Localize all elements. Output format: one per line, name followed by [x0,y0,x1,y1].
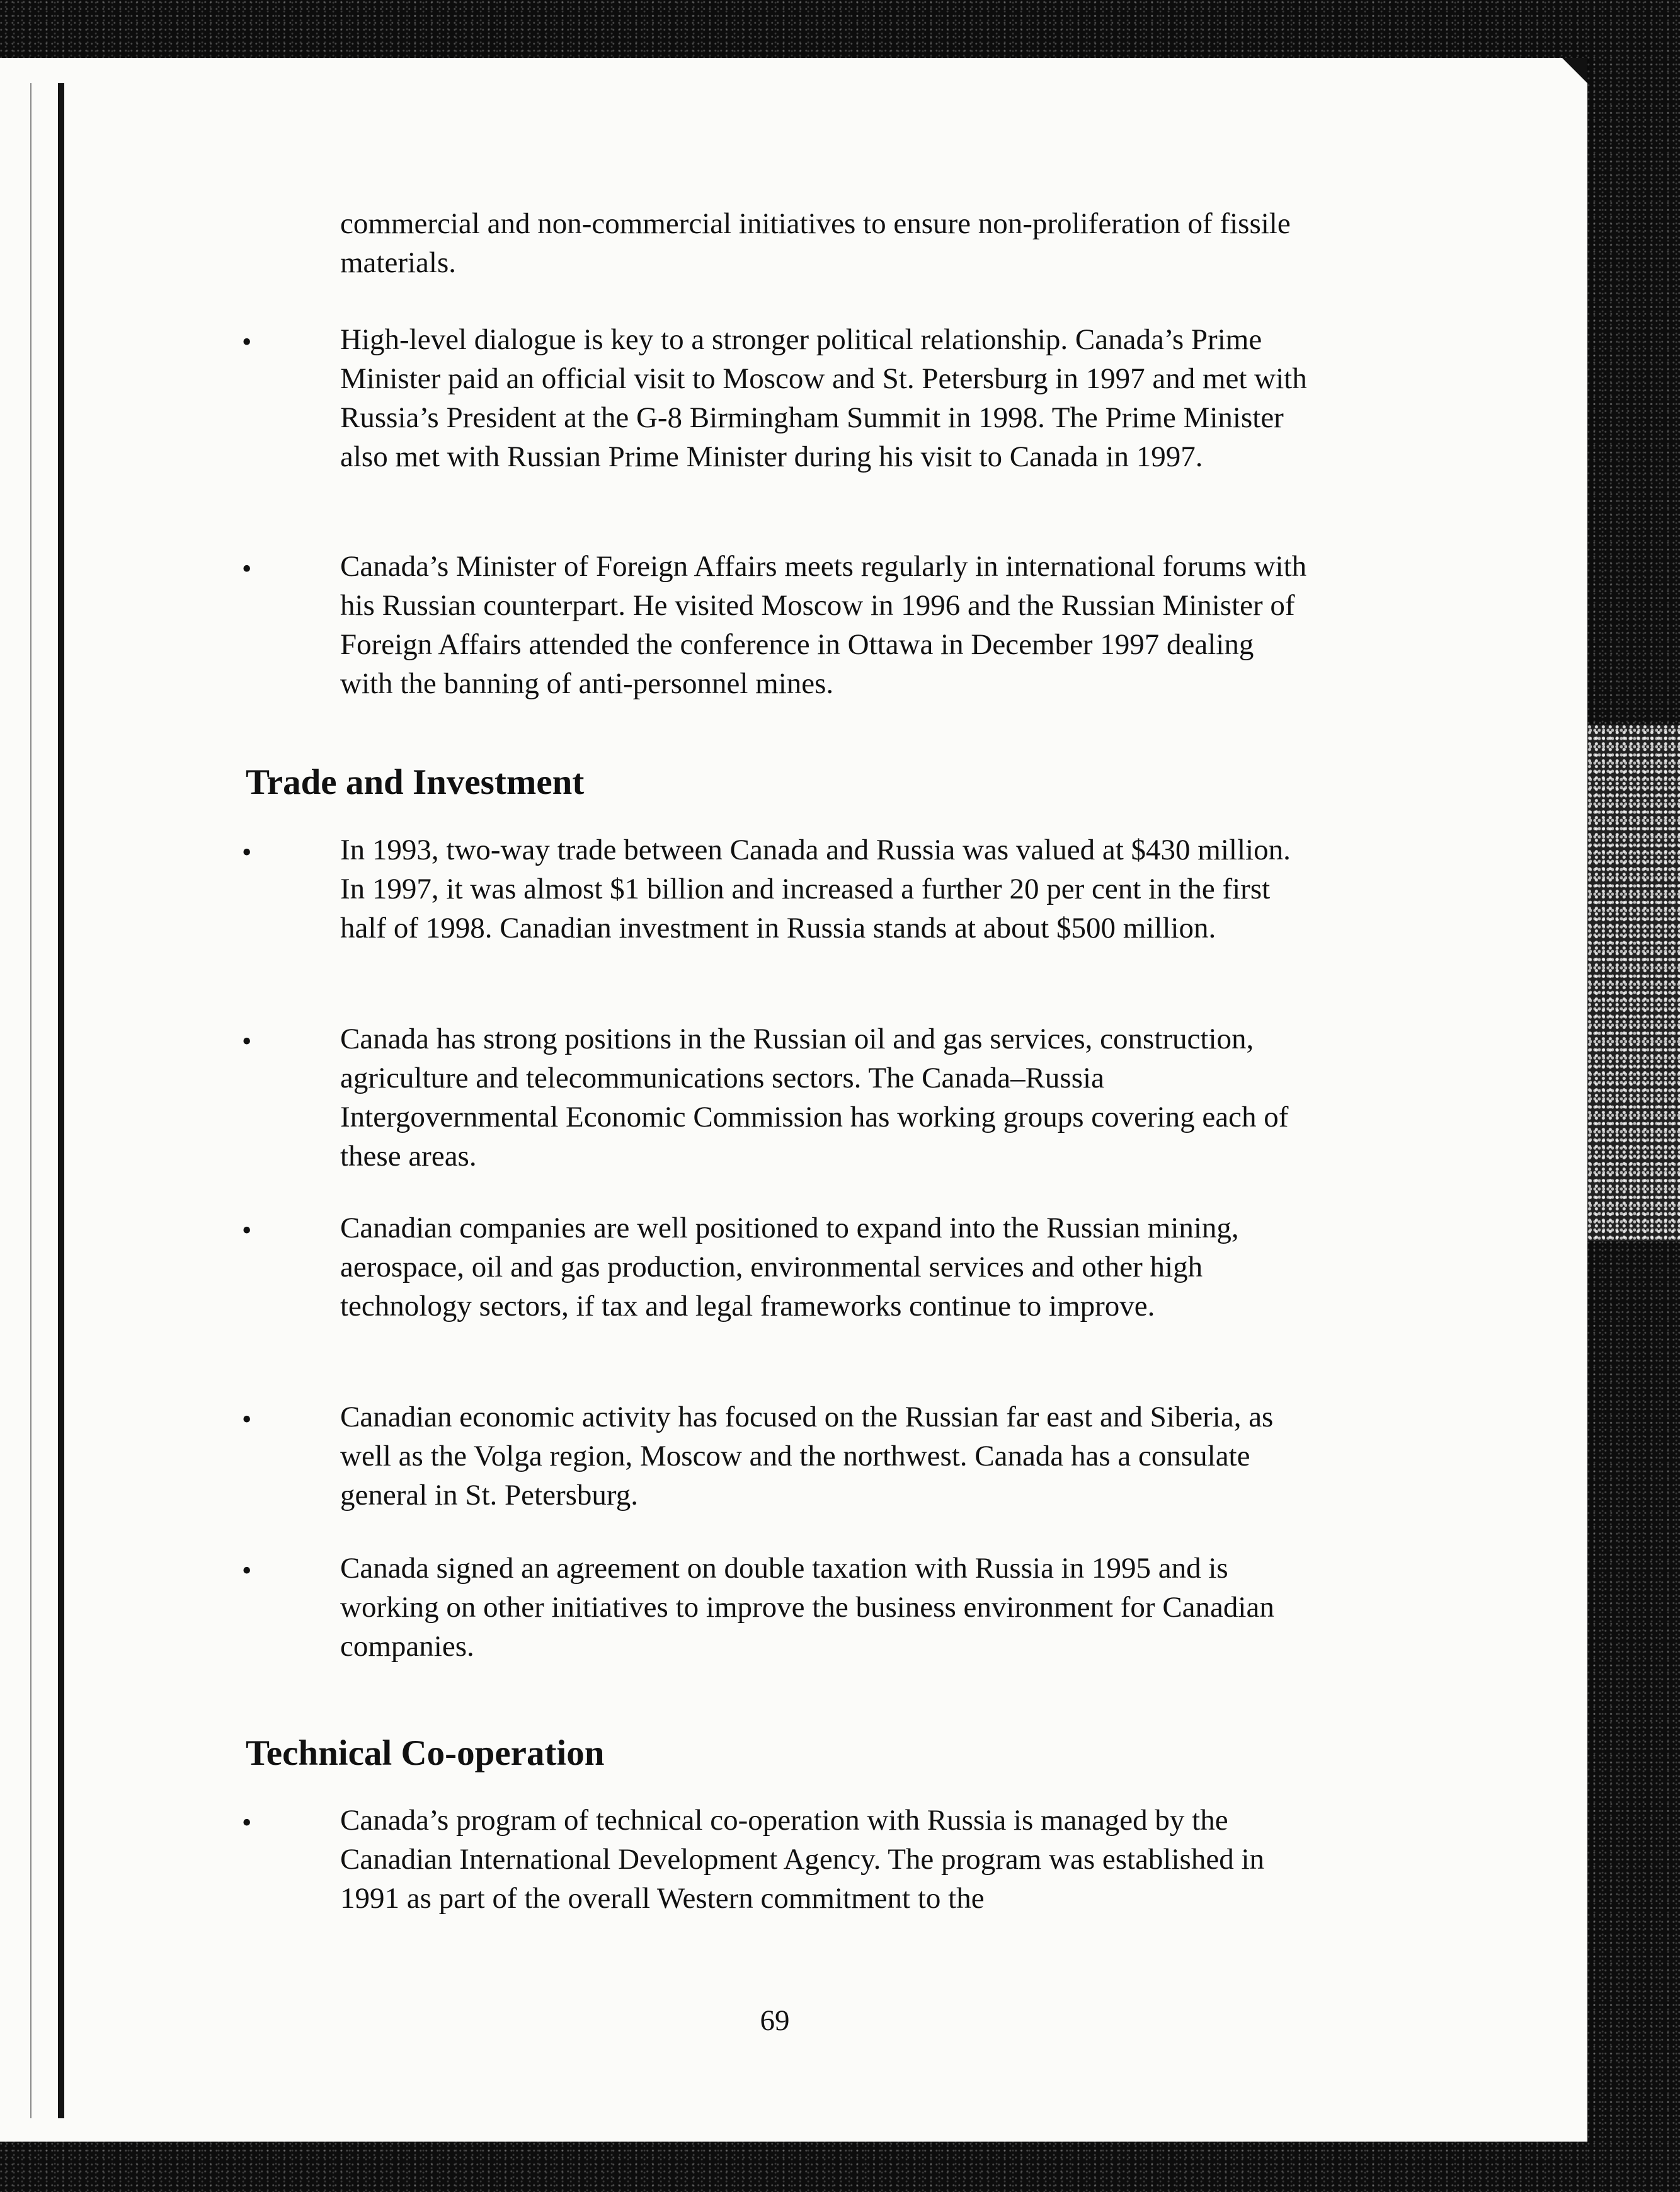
bullet-symbol: • [242,553,252,584]
bullet-symbol: • [242,326,252,357]
intro-paragraph: commercial and non-commercial initiatives to ensure non-proliferation of fissile materials. [340,207,1291,279]
page-number: 69 [760,2004,790,2037]
list-item: Canadian companies are well positioned to expand into the Russian mining, aerospace, oil and gas production, environmental services and other high technology sectors, if tax and legal frameworks continue to improve. [340,1212,1239,1323]
bullet-symbol: • [242,837,252,868]
section-heading-trade: Trade and Investment [246,762,585,802]
bullet-symbol: • [242,1555,252,1586]
scanner-texture [1587,725,1680,1241]
list-item: High-level dialogue is key to a stronger political relationship. Canada’s Prime Minister paid an official visit to Moscow and St. Petersburg in 1997 and met with Russia’s President at the G-8 Birmingham Summit in 1998. The Prime Minister also met with Russian Prime Minister during his visit to Canada in 1997. [340,323,1307,473]
section-heading-technical: Technical Co-operation [246,1733,605,1773]
bullet-symbol: • [242,1807,252,1838]
list-item: Canada’s program of technical co-operation with Russia is managed by the Canadian International Development Agency. The program was established in 1991 as part of the overall Western commitment to the [340,1804,1265,1915]
bullet-symbol: • [242,1404,252,1435]
list-item: Canada’s Minister of Foreign Affairs meets regularly in international forums with his Russian counterpart. He visited Moscow in 1996 and the Russian Minister of Foreign Affairs attended the conference in Ottawa in December 1997 dealing with the banning of anti-personnel mines. [340,550,1307,700]
list-item: Canada signed an agreement on double taxation with Russia in 1995 and is working on other initiatives to improve the business environment for Canadian companies. [340,1552,1274,1663]
list-item: Canada has strong positions in the Russian oil and gas services, construction, agriculture and telecommunications sectors. The Canada–Russia Intergovernmental Economic Commission has working groups covering each of these areas. [340,1023,1289,1173]
bullet-symbol: • [242,1215,252,1246]
document-page [0,58,1587,2142]
page-content [0,58,1587,2142]
list-item: Canadian economic activity has focused on the Russian far east and Siberia, as well as the Volga region, Moscow and the northwest. Canada has a consulate general in St. Petersburg. [340,1401,1274,1512]
list-item: In 1993, two-way trade between Canada and Russia was valued at $430 million. In 1997, it was almost $1 billion and increased a further 20 per cent in the first half of 1998. Canadian investment in Russia stands at about $500 million. [340,834,1291,944]
bullet-symbol: • [242,1026,252,1057]
